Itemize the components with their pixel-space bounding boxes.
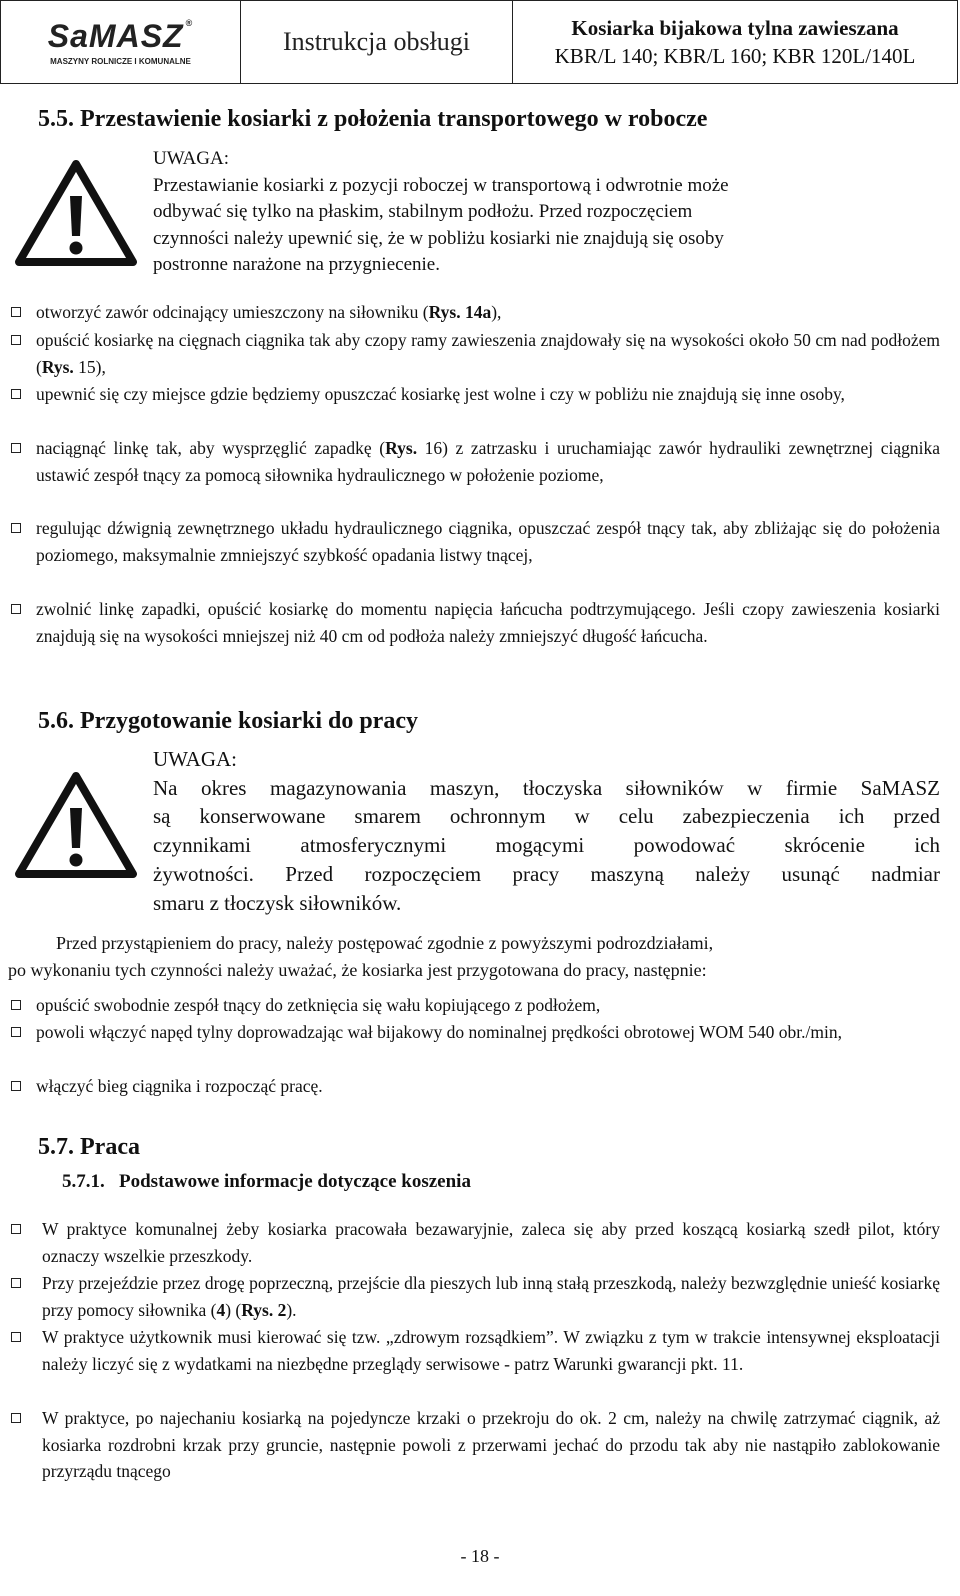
- section-5-6-title: 5.6. Przygotowanie kosiarki do pracy: [38, 708, 418, 734]
- warning-icon: [14, 158, 138, 266]
- warning-line: są konserwowane smarem ochronnym w celu zabezpieczenia ich przed: [153, 804, 940, 829]
- warning-label: UWAGA:: [153, 148, 229, 169]
- list-item: regulując dźwignią zewnętrznego układu hydraulicznego ciągnika, opuszczać zespół tnący tak, aby zbliżając się do położenia poziomego, maksymalnie zmniejszyć szybkość opadania listwy tnącej,: [36, 515, 940, 568]
- page-header: [0, 0, 958, 84]
- checkbox-bullet-icon: [11, 523, 21, 533]
- warning-line: Przestawianie kosiarki z pozycji roboczej w transportową i odwrotnie może: [153, 174, 729, 196]
- checkbox-bullet-icon: [11, 307, 21, 317]
- list-item: powoli włączyć napęd tylny doprowadzając wał bijakowy do nominalnej prędkości obrotowej WOM 540 obr./min,: [36, 1019, 940, 1046]
- logo-text: SaMASZ: [47, 18, 184, 54]
- document-type: Instrukcja obsługi: [241, 1, 513, 83]
- product-line-1: Kosiarka bijakowa tylna zawieszana: [571, 16, 899, 40]
- figure-ref: Rys.: [41, 356, 74, 377]
- figure-ref: Rys. 14a: [428, 302, 492, 322]
- figure-ref: Rys.: [385, 438, 418, 458]
- warning-line: Na okres magazynowania maszyn, tłoczyska siłowników w firmie SaMASZ: [153, 775, 940, 800]
- checkbox-bullet-icon: [11, 335, 21, 345]
- warning-line: smaru z tłoczysk siłowników.: [153, 890, 402, 915]
- warning-line: odbywać się tylko na płaskim, stabilnym podłożu. Przed rozpoczęciem: [153, 201, 693, 222]
- warning-line: postronne narażone na przygniecenie.: [153, 254, 440, 275]
- checkbox-bullet-icon: [11, 1413, 21, 1423]
- warning-icon: [14, 770, 138, 878]
- checkbox-bullet-icon: [11, 604, 21, 614]
- warning-label: UWAGA:: [153, 747, 237, 771]
- warning-block-5-6: [153, 745, 940, 917]
- logo-registered: ®: [185, 18, 194, 28]
- checkbox-bullet-icon: [11, 1000, 21, 1010]
- list-item: Przy przejeździe przez drogę poprzeczną, przejście dla pieszych lub inną stałą przeszkodą, należy bezwzględnie unieść kosiarkę przy pomocy siłownika (4) (Rys. 2).: [42, 1270, 940, 1323]
- product-line-2: KBR/L 140; KBR/L 160; KBR 120L/140L: [554, 44, 916, 68]
- section-5-5-title: 5.5. Przestawienie kosiarki z położenia transportowego w robocze: [38, 106, 708, 132]
- warning-line: czynności należy upewnić się, że w pobliżu kosiarki nie znajdują się osoby: [153, 227, 724, 249]
- logo-subtitle: MASZYNY ROLNICZE I KOMUNALNE: [50, 57, 191, 66]
- checkbox-bullet-icon: [11, 1224, 21, 1234]
- list-item: otworzyć zawór odcinający umieszczony na siłowniku (Rys. 14a),: [36, 299, 940, 326]
- list-item: opuścić swobodnie zespół tnący do zetknięcia się wału kopiującego z podłożem,: [36, 992, 940, 1019]
- list-item: włączyć bieg ciągnika i rozpocząć pracę.: [36, 1073, 940, 1100]
- intro-paragraph-line: po wykonaniu tych czynności należy uważać, że kosiarka jest przygotowana do pracy, następnie:: [8, 960, 707, 980]
- list-item: opuścić kosiarkę na cięgnach ciągnika tak aby czopy ramy zawieszenia znajdowały się na wysokości około 50 cm nad podłożem (Rys. 15),: [36, 327, 940, 380]
- checkbox-bullet-icon: [11, 443, 21, 453]
- warning-line: czynnikami atmosferycznymi mogącymi powodować skrócenie ich: [153, 833, 940, 858]
- list-item: zwolnić linkę zapadki, opuścić kosiarkę do momentu napięcia łańcucha podtrzymującego. Jeśli czopy zawieszenia kosiarki znajdują się na wysokości mniejszej niż 40 cm od podłoża należy zmniejszyć długość łańcucha.: [36, 596, 940, 649]
- product-name: [513, 1, 957, 83]
- samasz-logo: [1, 1, 241, 83]
- list-item: W praktyce użytkownik musi kierować się tzw. „zdrowym rozsądkiem”. W związku z tym w trakcie intensywnej eksploatacji należy liczyć się z wydatkami na niezbędne przeglądy serwisowe - patrz Warunki gwarancji pkt. 11.: [42, 1324, 940, 1377]
- figure-ref: Rys. 2: [241, 1299, 287, 1320]
- checkbox-bullet-icon: [11, 1332, 21, 1342]
- list-item: naciągnąć linkę tak, aby wysprzęglić zapadkę (Rys. 16) z zatrzasku i uruchamiając zawór hydrauliki zewnętrznej ciągnika ustawić zespół tnący za pomocą siłownika hydraulicznego w położenie poziome,: [36, 435, 940, 488]
- subsection-5-7-1-title: 5.7.1. Podstawowe informacje dotyczące koszenia: [62, 1171, 471, 1192]
- section-5-7-title: 5.7. Praca: [38, 1134, 140, 1160]
- part-number: 4: [216, 1299, 226, 1320]
- warning-line: żywotności. Przed rozpoczęciem pracy maszyną należy usunąć nadmiar: [153, 861, 940, 886]
- checkbox-bullet-icon: [11, 1278, 21, 1288]
- intro-paragraph-line: Przed przystąpieniem do pracy, należy postępować zgodnie z powyższymi podrozdziałami,: [56, 933, 714, 953]
- checkbox-bullet-icon: [11, 1027, 21, 1037]
- list-item: upewnić się czy miejsce gdzie będziemy opuszczać kosiarkę jest wolne i czy w pobliżu nie znajdują się inne osoby,: [36, 381, 940, 408]
- page-number: - 18 -: [460, 1546, 500, 1566]
- checkbox-bullet-icon: [11, 389, 21, 399]
- checkbox-bullet-icon: [11, 1081, 21, 1091]
- list-item: W praktyce komunalnej żeby kosiarka pracowała bezawaryjnie, zaleca się aby przed koszącą kosiarką szedł pilot, który oznaczy wszelkie przeszkody.: [42, 1216, 940, 1269]
- list-item: W praktyce, po najechaniu kosiarką na pojedyncze krzaki o przekroju do ok. 2 cm, należy na chwilę zatrzymać ciągnik, aż kosiarka rozdrobni krzak przy gruncie, następnie powoli z przerwami jechać do przodu tak aby nie nastąpiło zablokowanie przyrządu tnącego: [42, 1405, 940, 1485]
- warning-block-5-5: [153, 146, 943, 279]
